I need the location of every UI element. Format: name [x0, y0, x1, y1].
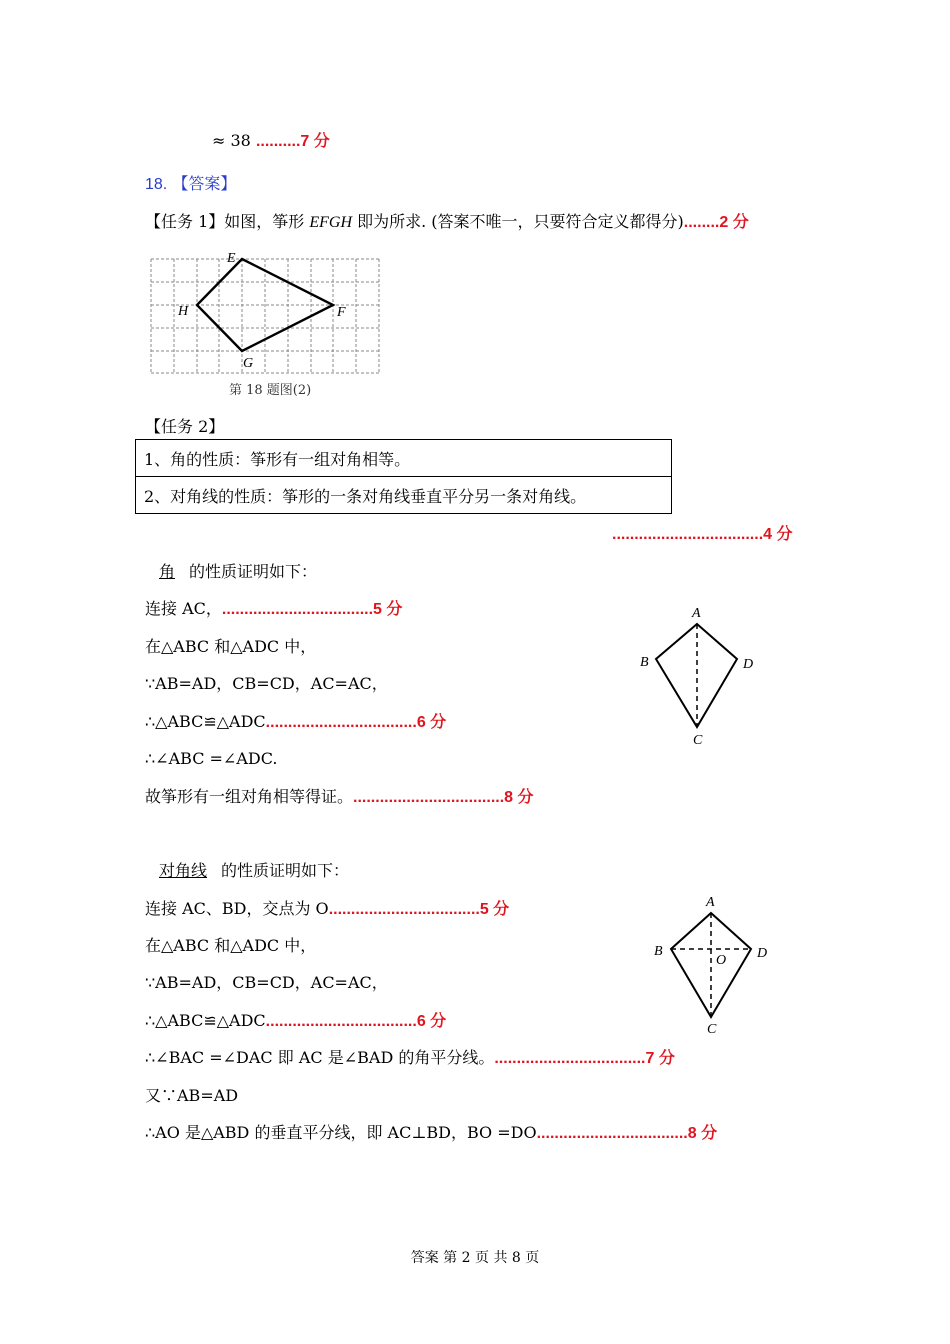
score-mark: ..................................8 分	[353, 789, 534, 806]
score-mark: ..................................7 分	[494, 1050, 675, 1067]
kite-name: EFGH	[309, 214, 353, 231]
proof1-line-5: ∴∠ABC =∠ADC.	[145, 749, 278, 768]
proof-text: ∴△ABC≌△ADC	[145, 1011, 266, 1030]
score-mark: ..................................8 分	[536, 1125, 718, 1142]
point-label-c: C	[693, 733, 703, 748]
proof-text: 连接 AC，	[145, 599, 222, 618]
score-mark: ..........7 分	[255, 133, 330, 150]
property-angle: 1、角的性质：筝形有一组对角相等。	[136, 440, 672, 477]
point-label-a: A	[692, 606, 701, 621]
page-footer: 答案 第 2 页 共 8 页	[410, 1250, 540, 1266]
point-label-a: A	[706, 895, 715, 910]
proof-text: ∴△ABC≌△ADC	[145, 712, 266, 731]
point-label-b: B	[654, 944, 663, 959]
task1-text-b: 即为所求. (答案不唯一，只要符合定义都得分)	[352, 212, 684, 231]
proof1-blank: 角	[159, 562, 176, 581]
proof-text: 故筝形有一组对角相等得证。	[145, 787, 354, 806]
point-label-d: D	[743, 657, 754, 672]
task1-label: 【任务 1】	[145, 212, 225, 231]
score-mark: ..................................6 分	[265, 1013, 447, 1030]
proof-text: 连接 AC、BD，交点为 O	[145, 899, 329, 918]
proof2-line-6: 又∵AB=AD	[145, 1086, 239, 1105]
figure-caption: 第 18 题图(2)	[229, 383, 312, 398]
score-mark: ........2 分	[683, 214, 749, 231]
score-mark: ..................................4 分	[612, 526, 793, 543]
proof1-title-rest: 的性质证明如下：	[189, 562, 318, 581]
question-number: 18.	[145, 176, 168, 193]
proof2-title-rest: 的性质证明如下：	[221, 861, 350, 880]
score-mark: ..................................5 分	[221, 601, 403, 618]
point-label-d: D	[757, 946, 768, 961]
proof2-line-3: ∵AB=AD，CB=CD，AC=AC，	[145, 973, 388, 992]
proof1-line-2: 在△ABC 和△ADC 中，	[145, 637, 317, 656]
proof2-blank: 对角线	[159, 861, 208, 880]
property-diagonal: 2、对角线的性质：筝形的一条对角线垂直平分另一条对角线。	[136, 477, 672, 514]
point-label-b: B	[640, 655, 649, 670]
task2-label: 【任务 2】	[145, 417, 225, 436]
point-label-h: H	[178, 304, 189, 319]
point-label-f: F	[337, 305, 346, 320]
proof2-line-2: 在△ABC 和△ADC 中，	[145, 936, 317, 955]
proof-text: ∴∠BAC =∠DAC 即 AC 是∠BAD 的角平分线。	[145, 1048, 495, 1067]
point-label-e: E	[227, 251, 236, 266]
proof-text: ∴AO 是△ABD 的垂直平分线，即 AC⊥BD，BO =DO	[145, 1123, 537, 1142]
proof1-line-3: ∵AB=AD，CB=CD，AC=AC，	[145, 674, 388, 693]
score-mark: ..................................5 分	[328, 901, 510, 918]
score-mark: ..................................6 分	[265, 714, 447, 731]
approx-value: ≈ 38	[212, 131, 251, 150]
point-label-o: O	[716, 953, 727, 968]
point-label-g: G	[243, 356, 254, 371]
task1-text-a: 如图，筝形	[224, 212, 310, 231]
point-label-c: C	[707, 1022, 717, 1037]
answer-label: 【答案】	[172, 176, 237, 193]
